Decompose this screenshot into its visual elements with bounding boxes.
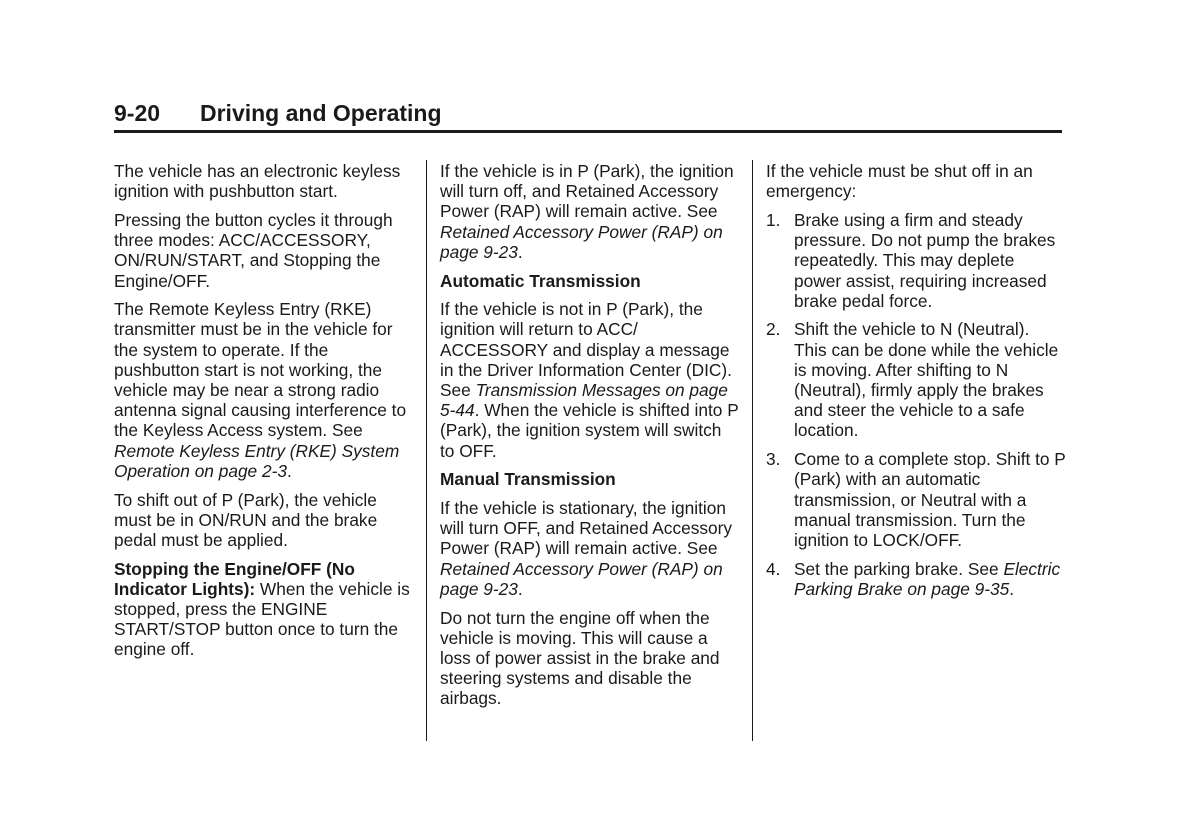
paragraph-end: . xyxy=(517,241,523,262)
column-1 xyxy=(114,161,414,668)
section-title: Driving and Operating xyxy=(200,100,442,126)
step-text-part: Set the parking brake. See xyxy=(794,558,1004,579)
column-divider xyxy=(426,160,427,741)
paragraph: The vehicle has an electronic keyless ignition with pushbutton start. xyxy=(114,161,401,202)
step-number: 3. xyxy=(766,449,781,470)
cross-reference-link[interactable]: Transmission Messages on page 5-44 xyxy=(440,380,728,421)
cross-reference-link[interactable]: Electric Parking Brake on page 9-35 xyxy=(794,558,1061,599)
step-number: 1. xyxy=(766,209,781,230)
paragraph-text: If the vehicle is in P (Park), the ignition will turn off, and Retained Accessory Power (RAP) will remain active. See xyxy=(440,161,734,222)
cross-reference-link[interactable]: Remote Keyless Entry (RKE) System Operation on page 2-3 xyxy=(114,440,400,481)
paragraph xyxy=(114,559,414,660)
page-header xyxy=(114,100,1062,133)
paragraph xyxy=(440,498,740,599)
step-number: 4. xyxy=(766,558,781,579)
paragraph xyxy=(440,161,740,262)
step-text: Come to a complete stop. Shift to P (Park) with an automatic transmission, or Neutral with a manual transmission. Turn the ignition to LOCK/OFF. xyxy=(794,449,1066,550)
subheading-automatic-transmission: Automatic Transmission xyxy=(440,270,641,291)
paragraph-text: If the vehicle is not in P (Park), the ignition will return to ACC/ ACCESSORY and display a message in the Driver Information Center (DIC). See xyxy=(440,299,732,401)
page-number: 9-20 xyxy=(114,100,161,126)
step-text-end: . xyxy=(1009,578,1015,599)
paragraph-text: If the vehicle is stationary, the ignition will turn OFF, and Retained Accessory Power (RAP) will remain active. See xyxy=(440,498,732,559)
run-in-heading: Stopping the Engine/OFF (No Indicator Lights): xyxy=(114,558,355,599)
paragraph: Do not turn the engine off when the vehicle is moving. This will cause a loss of power assist in the brake and steering systems and disable the airbags. xyxy=(440,607,720,709)
step-number: 2. xyxy=(766,319,781,340)
paragraph: If the vehicle must be shut off in an emergency: xyxy=(766,161,1033,202)
paragraph xyxy=(114,299,414,481)
paragraph-end: . xyxy=(286,460,292,481)
subheading-manual-transmission: Manual Transmission xyxy=(440,469,616,490)
paragraph-end: . xyxy=(517,578,523,599)
column-3 xyxy=(766,161,1066,608)
column-divider xyxy=(752,160,753,741)
list-item xyxy=(766,559,1066,599)
paragraph-end: . When the vehicle is shifted into P (Park), the ignition system will switch to OFF. xyxy=(440,400,739,461)
paragraph-text: The Remote Keyless Entry (RKE) transmitter must be in the vehicle for the system to operate. If the pushbutton start is not working, the vehicle may be near a strong radio antenna signal causing interference to the Keyless Access system. See xyxy=(114,299,407,441)
paragraph-text: When the vehicle is stopped, press the ENGINE START/STOP button once to turn the engine off. xyxy=(114,578,410,660)
emergency-steps-list xyxy=(766,210,1066,599)
list-item xyxy=(766,210,1066,311)
paragraph xyxy=(440,299,740,461)
list-item xyxy=(766,319,1066,440)
step-text: Brake using a firm and steady pressure. Do not pump the brakes repeatedly. This may deplete power assist, requiring increased brake pedal force. xyxy=(794,209,1056,311)
list-item xyxy=(766,449,1066,550)
paragraph: Pressing the button cycles it through three modes: ACC/ACCESSORY, ON/RUN/START, and Stopping the Engine/OFF. xyxy=(114,209,393,291)
cross-reference-link[interactable]: Retained Accessory Power (RAP) on page 9-23 xyxy=(440,558,723,599)
step-text xyxy=(794,559,1066,599)
column-2 xyxy=(440,161,740,717)
step-text: Shift the vehicle to N (Neutral). This can be done while the vehicle is moving. After shifting to N (Neutral), firmly apply the brakes and steer the vehicle to a safe location. xyxy=(794,319,1059,441)
cross-reference-link[interactable]: Retained Accessory Power (RAP) on page 9-23 xyxy=(440,221,723,262)
paragraph: To shift out of P (Park), the vehicle must be in ON/RUN and the brake pedal must be applied. xyxy=(114,489,378,550)
